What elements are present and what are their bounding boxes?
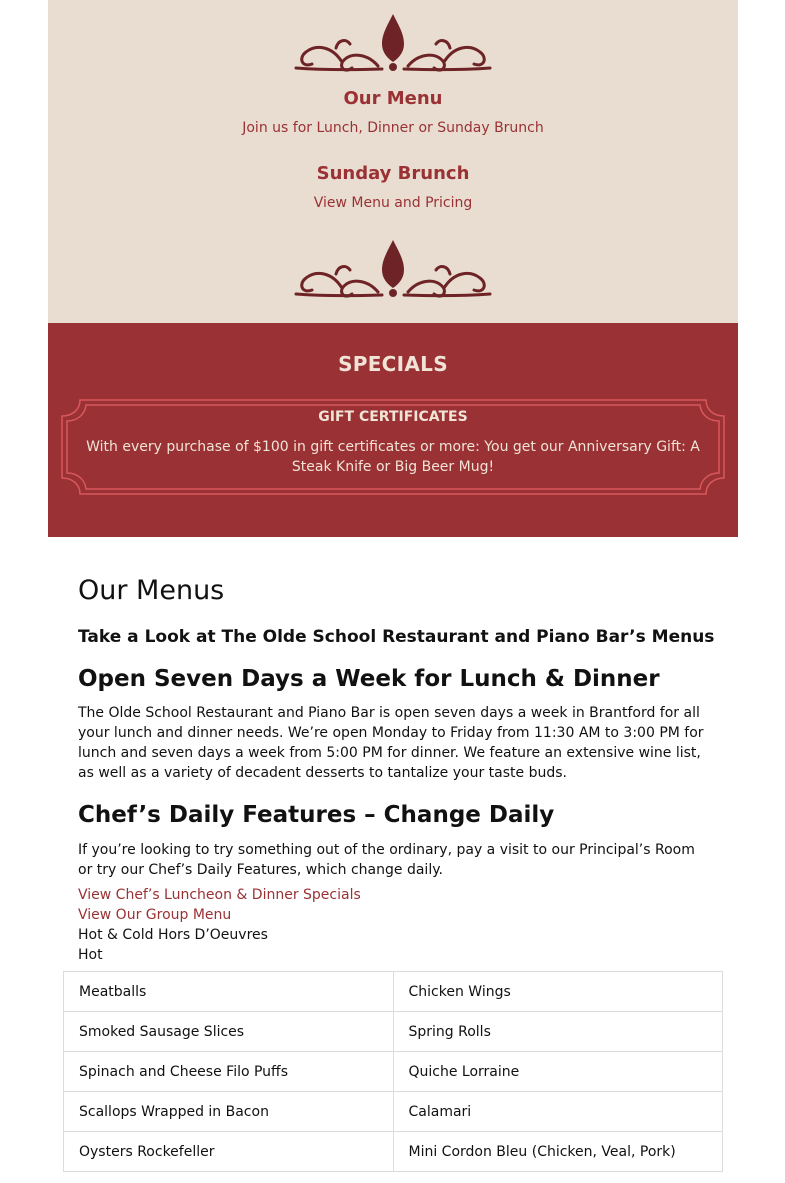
table-row — [64, 1052, 723, 1092]
our-menu-heading: Our Menu — [343, 88, 443, 109]
table-row — [64, 1132, 723, 1172]
chefs-features-paragraph: If you’re looking to try something out of the ordinary, pay a visit to our Principal’s Room or try our Chef’s Daily Features, which change daily. — [78, 842, 695, 878]
table-cell: Mini Cordon Bleu (Chicken, Veal, Pork) — [393, 1132, 723, 1172]
gift-certificates-title: GIFT CERTIFICATES — [318, 409, 468, 425]
our-menus-heading: Our Menus — [78, 575, 225, 606]
hot-label: Hot — [78, 947, 103, 963]
table-cell: Smoked Sausage Slices — [64, 1012, 394, 1052]
chefs-specials-link[interactable]: View Chef’s Luncheon & Dinner Specials — [78, 887, 361, 903]
table-cell: Quiche Lorraine — [393, 1052, 723, 1092]
table-cell: Spring Rolls — [393, 1012, 723, 1052]
table-cell: Scallops Wrapped in Bacon — [64, 1092, 394, 1132]
table-cell: Spinach and Cheese Filo Puffs — [64, 1052, 394, 1092]
table-row — [64, 972, 723, 1012]
table-cell: Oysters Rockefeller — [64, 1132, 394, 1172]
specials-panel — [48, 323, 738, 537]
hours-paragraph: The Olde School Restaurant and Piano Bar is open seven days a week in Brantford for all your lunch and dinner needs. We’re open Monday to Friday from 11:30 AM to 3:00 PM for lunch and seven days a week from 5:00 PM for dinner. We feature an extensive wine list, as well as a variety of decadent desserts to tantalize your taste buds. — [78, 705, 704, 781]
chefs-features-heading: Chef’s Daily Features – Change Daily — [78, 802, 555, 828]
table-cell: Chicken Wings — [393, 972, 723, 1012]
table-cell: Meatballs — [64, 972, 394, 1012]
brunch-menu-pricing-link[interactable]: View Menu and Pricing — [313, 195, 473, 211]
table-row — [64, 1012, 723, 1052]
lunch-dinner-brunch-link[interactable]: Join us for Lunch, Dinner or Sunday Brunch — [242, 120, 544, 136]
sunday-brunch-heading: Sunday Brunch — [316, 163, 470, 184]
fleur-ornament-icon — [292, 12, 494, 72]
hot-items-table — [63, 971, 723, 1172]
gift-certificates-text: With every purchase of $100 in gift certificates or more: You get our Anniversary Gift: A Steak Knife or Big Beer Mug! — [86, 439, 700, 475]
open-seven-days-heading: Open Seven Days a Week for Lunch & Dinner — [78, 666, 660, 692]
menu-intro-panel — [48, 0, 738, 323]
group-menu-link[interactable]: View Our Group Menu — [78, 907, 232, 923]
table-cell: Calamari — [393, 1092, 723, 1132]
fleur-ornament-icon — [292, 238, 494, 298]
table-row — [64, 1092, 723, 1132]
menus-subheading: Take a Look at The Olde School Restaurant and Piano Bar’s Menus — [78, 627, 715, 647]
hors-doeuvres-label: Hot & Cold Hors D’Oeuvres — [78, 927, 268, 943]
specials-title: SPECIALS — [338, 352, 448, 376]
